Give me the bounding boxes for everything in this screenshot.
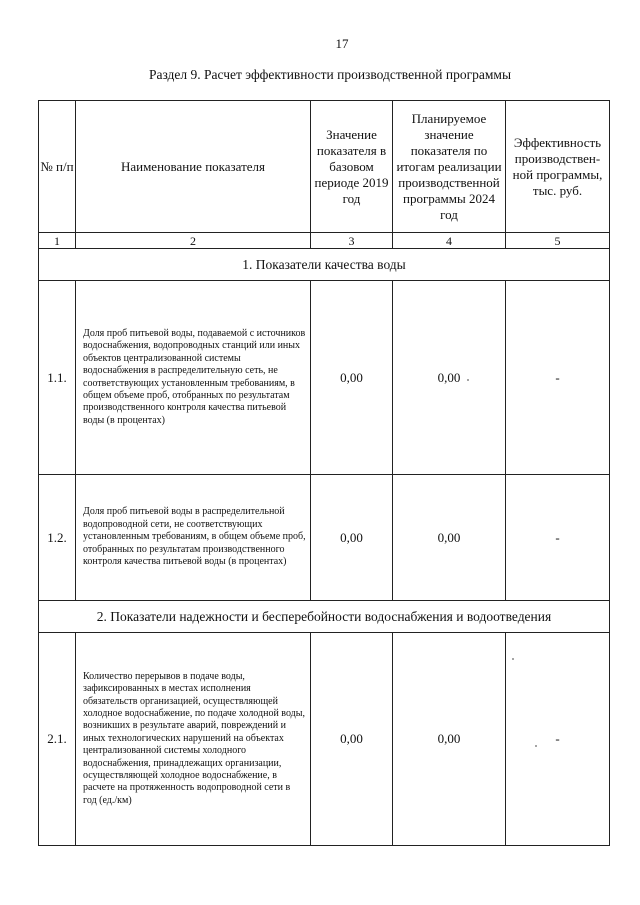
section-heading: 2. Показатели надежности и бесперебойности водоснабжения и водоотведения — [39, 601, 610, 633]
base-value: 0,00 — [311, 281, 393, 475]
planned-value: 0,00 — [393, 633, 506, 846]
column-number-row — [39, 233, 610, 249]
indicator-name: Количество перерывов в подаче воды, зафиксированных в местах исполнения обязательств организацией, осуществляющей холодное водоснабжение, по подаче холодной воды, возникших в результате аварий, повреждений и иных технологических нарушений на объектах централизованной системы холодного водоснабжения, принадлежащих организации, осуществляющей холодное водоснабжение, в расчете на протяженность водопроводной сети в год (ед./км) — [76, 633, 311, 846]
column-number: 2 — [76, 233, 311, 249]
base-value: 0,00 — [311, 475, 393, 601]
efficiency-table — [38, 100, 610, 846]
table-row — [39, 633, 610, 846]
section-row — [39, 601, 610, 633]
column-number: 4 — [393, 233, 506, 249]
page-number: 17 — [335, 36, 349, 51]
planned-value: 0,00 — [393, 281, 506, 475]
row-number: 1.1. — [39, 281, 76, 475]
section-row — [39, 249, 610, 281]
table-row — [39, 281, 610, 475]
row-number: 1.2. — [39, 475, 76, 601]
section-heading: 1. Показатели качества воды — [39, 249, 610, 281]
efficiency-value: - — [506, 281, 610, 475]
header-indicator-name: Наименование показателя — [76, 101, 311, 233]
header-planned-value: Планируемое значение показателя по итогам реализации производственной программы 2024 год — [393, 101, 506, 233]
efficiency-value: - — [506, 633, 610, 846]
header-row — [39, 101, 610, 233]
column-number: 5 — [506, 233, 610, 249]
scan-speck — [512, 658, 514, 660]
indicator-name: Доля проб питьевой воды в распределительной водопроводной сети, не соответствующих установленным требованиям, в общем объеме проб, отобранных по результатам производственного контроля качества питьевой воды (в процентах) — [76, 475, 311, 601]
base-value: 0,00 — [311, 633, 393, 846]
scan-speck — [467, 379, 469, 381]
table-row — [39, 475, 610, 601]
header-number: № п/п — [39, 101, 76, 233]
indicator-name: Доля проб питьевой воды, подаваемой с источников водоснабжения, водопроводных станций или иных объектов централизованной системы водоснабжения в распределительную сеть, не соответствующих установленным требованиям, в общем объеме проб, отобранных по результатам производственного контроля качества питьевой воды (в процентах) — [76, 281, 311, 475]
row-number: 2.1. — [39, 633, 76, 846]
efficiency-value: - — [506, 475, 610, 601]
scan-speck — [535, 745, 537, 747]
section-title: Раздел 9. Расчет эффективности производственной программы — [148, 67, 512, 82]
column-number: 1 — [39, 233, 76, 249]
header-efficiency: Эффективность производствен-ной программы, тыс. руб. — [506, 101, 610, 233]
header-base-value: Значение показателя в базовом периоде 2019 год — [311, 101, 393, 233]
column-number: 3 — [311, 233, 393, 249]
planned-value: 0,00 — [393, 475, 506, 601]
